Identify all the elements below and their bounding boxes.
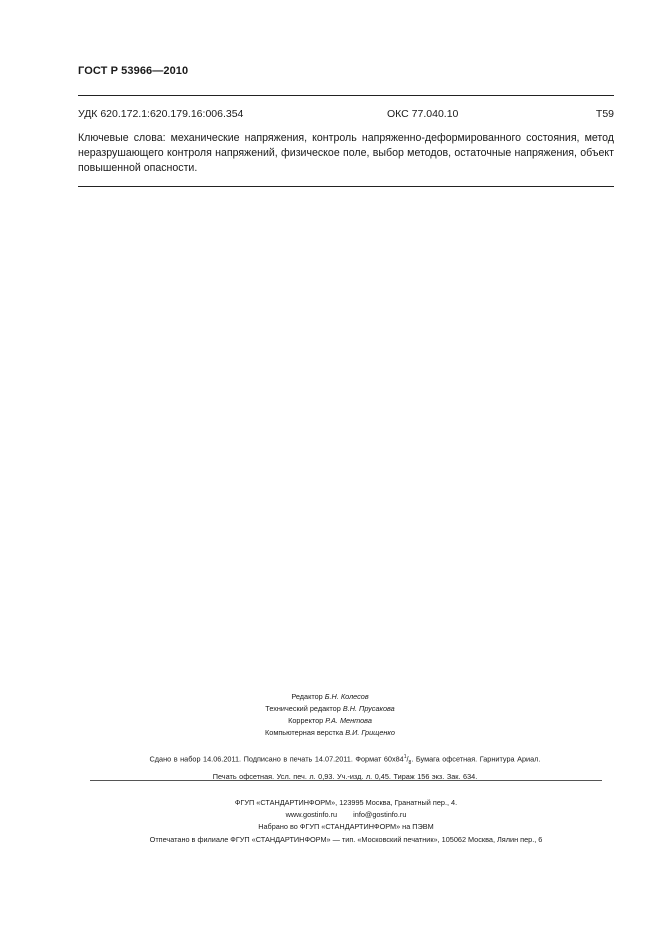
publisher-address: ФГУП «СТАНДАРТИНФОРМ», 123995 Москва, Гранатный пер., 4. (234, 798, 458, 807)
publisher-block (78, 797, 614, 846)
imprint-line-2: Печать офсетная. Усл. печ. л. 0,93. Уч.-изд. л. 0,45. Тираж 156 экз. Зак. 634. (212, 771, 478, 781)
credit-role: Технический редактор (265, 704, 341, 713)
udk-code: УДК 620.172.1:620.179.16:006.354 (78, 108, 244, 120)
format-fraction-denominator: 8 (408, 759, 412, 766)
credit-layout (200, 727, 460, 739)
credit-proofreader (200, 715, 460, 727)
credit-editor (200, 691, 460, 703)
publisher-contacts (78, 809, 614, 821)
credit-role: Редактор (291, 692, 323, 701)
imprint-block (90, 751, 600, 783)
credit-name: Р.А. Ментова (325, 716, 372, 725)
credit-tech-editor (200, 703, 460, 715)
credit-name: В.Н. Прусакова (342, 704, 395, 713)
oks-code: ОКС 77.040.10 (387, 108, 459, 120)
credit-role: Корректор (288, 716, 324, 725)
imprint-line-1-a: Сдано в набор 14.06.2011. Подписано в печать 14.07.2011. Формат 60x84 (149, 754, 404, 764)
credit-role: Компьютерная верстка (265, 728, 344, 737)
imprint-divider (90, 780, 602, 781)
keywords-divider (78, 186, 614, 187)
top-divider (78, 95, 614, 96)
credit-name: В.И. Грищенко (345, 728, 395, 737)
imprint-line-1: Сдано в набор 14.06.2011. Подписано в печать 14.07.2011. Формат $60x84^1/_8$. Бумага офсетная. Гарнитура Ариал. (149, 754, 541, 766)
group-code: Т59 (595, 108, 614, 120)
typeset-note: Набрано во ФГУП «СТАНДАРТИНФОРМ» на ПЭВМ (258, 822, 434, 832)
imprint-line-1-b: . Бумага офсетная. Гарнитура Ариал. (411, 754, 541, 764)
publisher-email: info@gostinfo.ru (353, 810, 407, 820)
printed-note: Отпечатано в филиале ФГУП «СТАНДАРТИНФОРМ» — тип. «Московский печатник», 105062 Москва, Лялин пер., 6 (149, 834, 543, 844)
keywords-paragraph: Ключевые слова: механические напряжения, контроль напряженно-деформированного состояния, метод неразрушающего контроля напряжений, физическое поле, выбор методов, остаточные напряжения, объект повышенной опасности. (78, 132, 614, 174)
format-fraction-numerator: 1 (403, 754, 407, 760)
standard-title: ГОСТ Р 53966—2010 (78, 65, 189, 77)
credit-name: Б.Н. Колесов (324, 692, 369, 701)
publisher-website: www.gostinfo.ru (285, 810, 338, 820)
credits-block (200, 691, 460, 739)
